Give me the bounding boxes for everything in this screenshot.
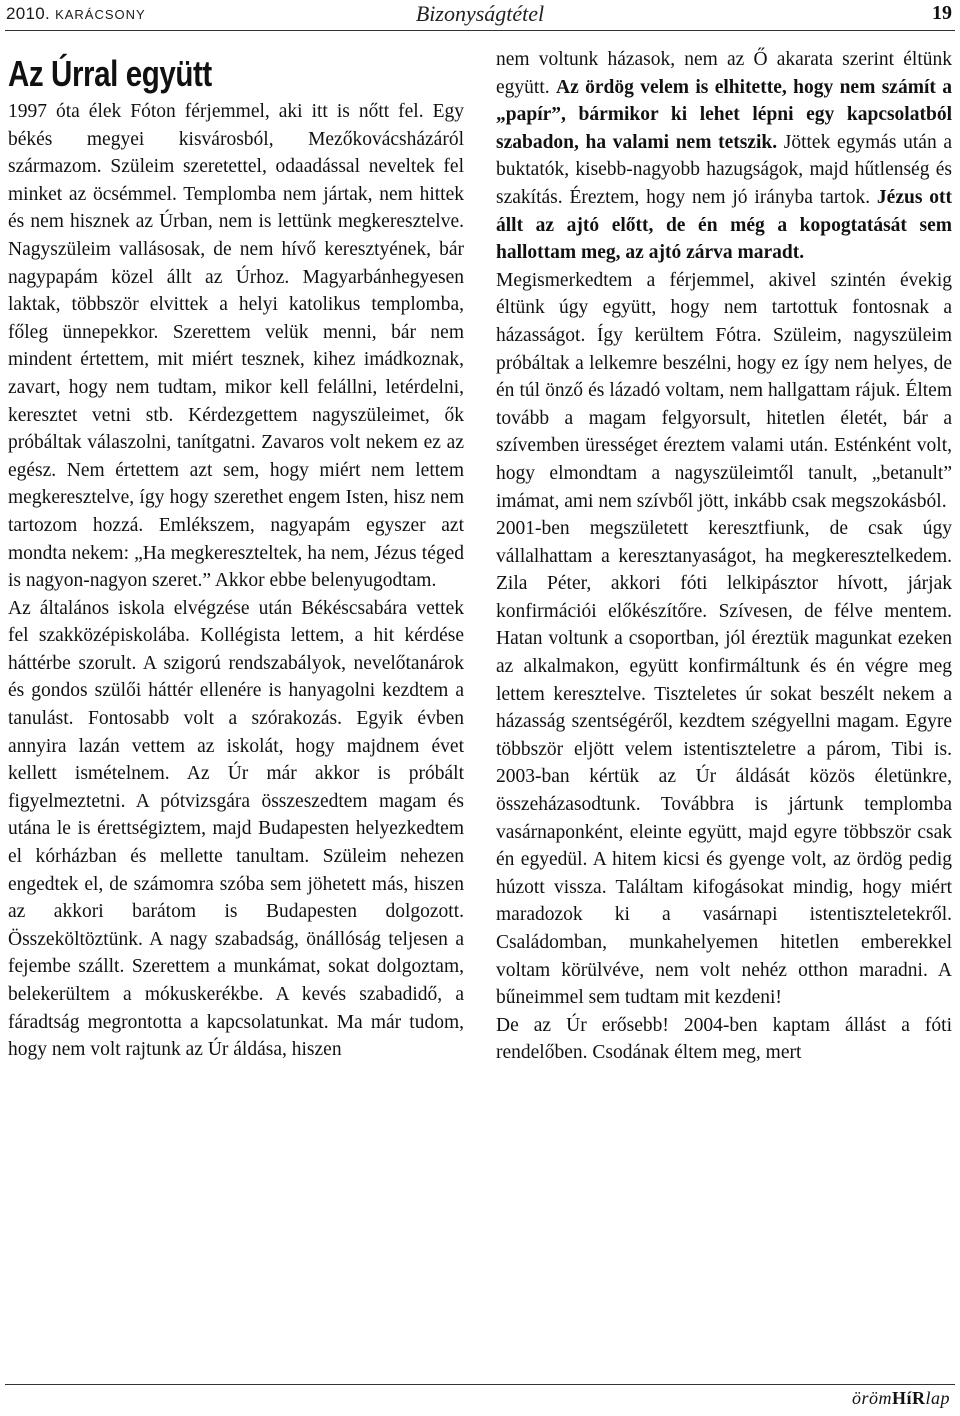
page-number: 19 <box>932 2 952 24</box>
header-section: KARÁCSONY <box>55 7 146 22</box>
right-paragraph-1 <box>496 46 952 267</box>
page-header <box>0 0 960 30</box>
right-paragraph-3: 2001-ben megszületett keresztfiunk, de csak úgy vállalhattam a keresztanyaságot, ha megkeresztelkedem. Zila Péter, akkori fóti lelkipásztor hívott, járjak konfirmációi előkészítőre. Szívesen, de félve mentem. Hatan voltunk a csoportban, jól éreztük magunkat ezeken az alkalmakon, együtt konfirmáltunk és én végre meg lettem keresztelve. Tiszteletes úr sokat beszélt nekem a házasság szentségéről, kezdtem szégyellni magam. Egyre többször eljött velem istentiszteletre a párom, Tibi is. 2003-ban kértük az Úr áldását közös életünkre, összeházasodtunk. Továbbra is jártunk templomba vasárnaponként, eleinte együtt, majd egyre többször csak én egyedül. A hitem kicsi és gyenge volt, az ördög pedig húzott vissza. Találtam kifogásokat mindig, hogy miért maradozok ki a vasárnapi istentiszteletekről. Családomban, munkahelyemen hitetlen emberekkel voltam körülvéve, nem volt nehéz otthon maradni. A bűneimmel sem tudtam mit kezdeni! <box>496 518 952 1009</box>
right-p1-text-a: nem voltunk házasok, nem az Ő akarata szerint éltünk együtt. <box>496 49 952 98</box>
left-paragraph-2: Az általános iskola elvégzése után Békéscsabára vettek fel szakközépiskolába. Kollégista lettem, a hit kérdése háttérbe szorult. A szigorú rendszabályok, nevelőtanárok és gondos szülői háttér ellenére is hanyagolni kezdtem a tanulást. Fontosabb volt a szórakozás. Egyik évben annyira lazán vettem az iskolát, hogy majdnem évet kellett ismételnem. Az Úr már akkor is próbált figyelmeztetni. A pótvizsgára összeszedtem magam és utána le is érettségiztem, majd Budapesten helyezkedtem el kórházban és mellette tanultam. Szüleim nehezen engedtek el, de számomra szóba sem jöhetett más, hiszen az akkori barátom is Budapesten dolgozott. Összeköltöztünk. A nagy szabadság, önállóság teljesen a fejembe szállt. Szerettem a munkámat, sokat dolgoztam, belekerültem a mókuskerékbe. A kevés szabadidő, a fáradtság megrontotta a kapcsolatunkat. Ma már tudom, hogy nem volt rajtunk az Úr áldása, hiszen <box>8 597 464 1061</box>
footer-brand-c: lap <box>925 1388 950 1408</box>
header-rule <box>5 30 955 31</box>
right-p1-bold-1: Az ördög velem is elhitette, hogy nem számít a „papír”, bármikor ki lehet lépni egy kapcsolatból szabadon, ha valami nem tetszik. <box>496 76 952 153</box>
header-year: 2010. <box>6 4 56 23</box>
right-paragraph-4: De az Úr erősebb! 2004-ben kaptam állást a fóti rendelőben. Csodának éltem meg, mert <box>496 1014 952 1064</box>
left-column <box>8 54 464 1064</box>
left-paragraph-1: 1997 óta élek Fóton férjemmel, aki itt is nőtt fel. Egy békés megyei kisvárosból, Mezőkovácsházáról származom. Szüleim szeretettel, odaadással neveltek fel minket az öcsémmel. Templomba nem jártak, nem hittek és nem hisznek az Úrban, nem is lettünk megkeresztelve. Nagyszüleim vallásosak, de nem hívő keresztyének, bár nagypapám közel állt az Úrhoz. Magyarbánhegyesen laktak, többször elvittek a helyi katolikus templomba, főleg ünnepekkor. Szerettem velük menni, bár nem mindent értettem, mit miért tesznek, kihez imádkoznak, zavart, hogy nem tudtam, mikor kell felállni, letérdelni, keresztet vetni stb. Kérdezgettem nagyszüleimet, ők próbáltak válaszolni, tanítgatni. Zavaros volt nekem ez az egész. Nem értettem azt sem, hogy miért nem lettem megkeresztelve, így hogy szerethet engem Isten, hisz nem tartozom hozzá. Emlékszem, nagyapám egyszer azt mondta nekem: „Ha megkereszteltek, ha nem, Jézus téged is nagyon-nagyon szeret.” Akkor ebbe belenyugodtam. <box>8 101 464 592</box>
right-p1-text-b: Jöttek egymás után a buktatók, kisebb-nagyobb hazugságok, majd hűtlenség és szakítás. Éreztem, hogy nem jó irányba tartok. <box>496 131 952 208</box>
footer-brand <box>852 1388 950 1409</box>
header-title: Bizonyságtétel <box>415 1 545 26</box>
footer-brand-b: HíR <box>891 1388 926 1408</box>
right-paragraph-2: Megismerkedtem a férjemmel, akivel szintén évekig éltünk úgy együtt, hogy nem tartottuk fontosnak a házasságot. Így kerültem Fótra. Szüleim, nagyszüleim próbáltak a lelkemre beszélni, hogy ez így nem helyes, de én túl önző és lázadó voltam, nem hallgattam rájuk. Éltem tovább a magam felgyorsult, hitetlen életét, bár a szívemben ürességet éreztem valami után. Esténként volt, hogy elmondtam a nagyszüleimtől tanult, „betanult” imámat, ami nem szívből jött, inkább csak megszokásból. <box>496 269 952 512</box>
footer-brand-a: öröm <box>851 1388 892 1408</box>
article-title: Az Úrral együtt <box>8 53 212 94</box>
right-p1-bold-2: Jézus ott állt az ajtó előtt, de én még a kopogtatását sem hallottam meg, az ajtó zárva maradt. <box>496 186 952 264</box>
footer-rule <box>5 1384 955 1385</box>
right-column <box>496 46 952 1067</box>
